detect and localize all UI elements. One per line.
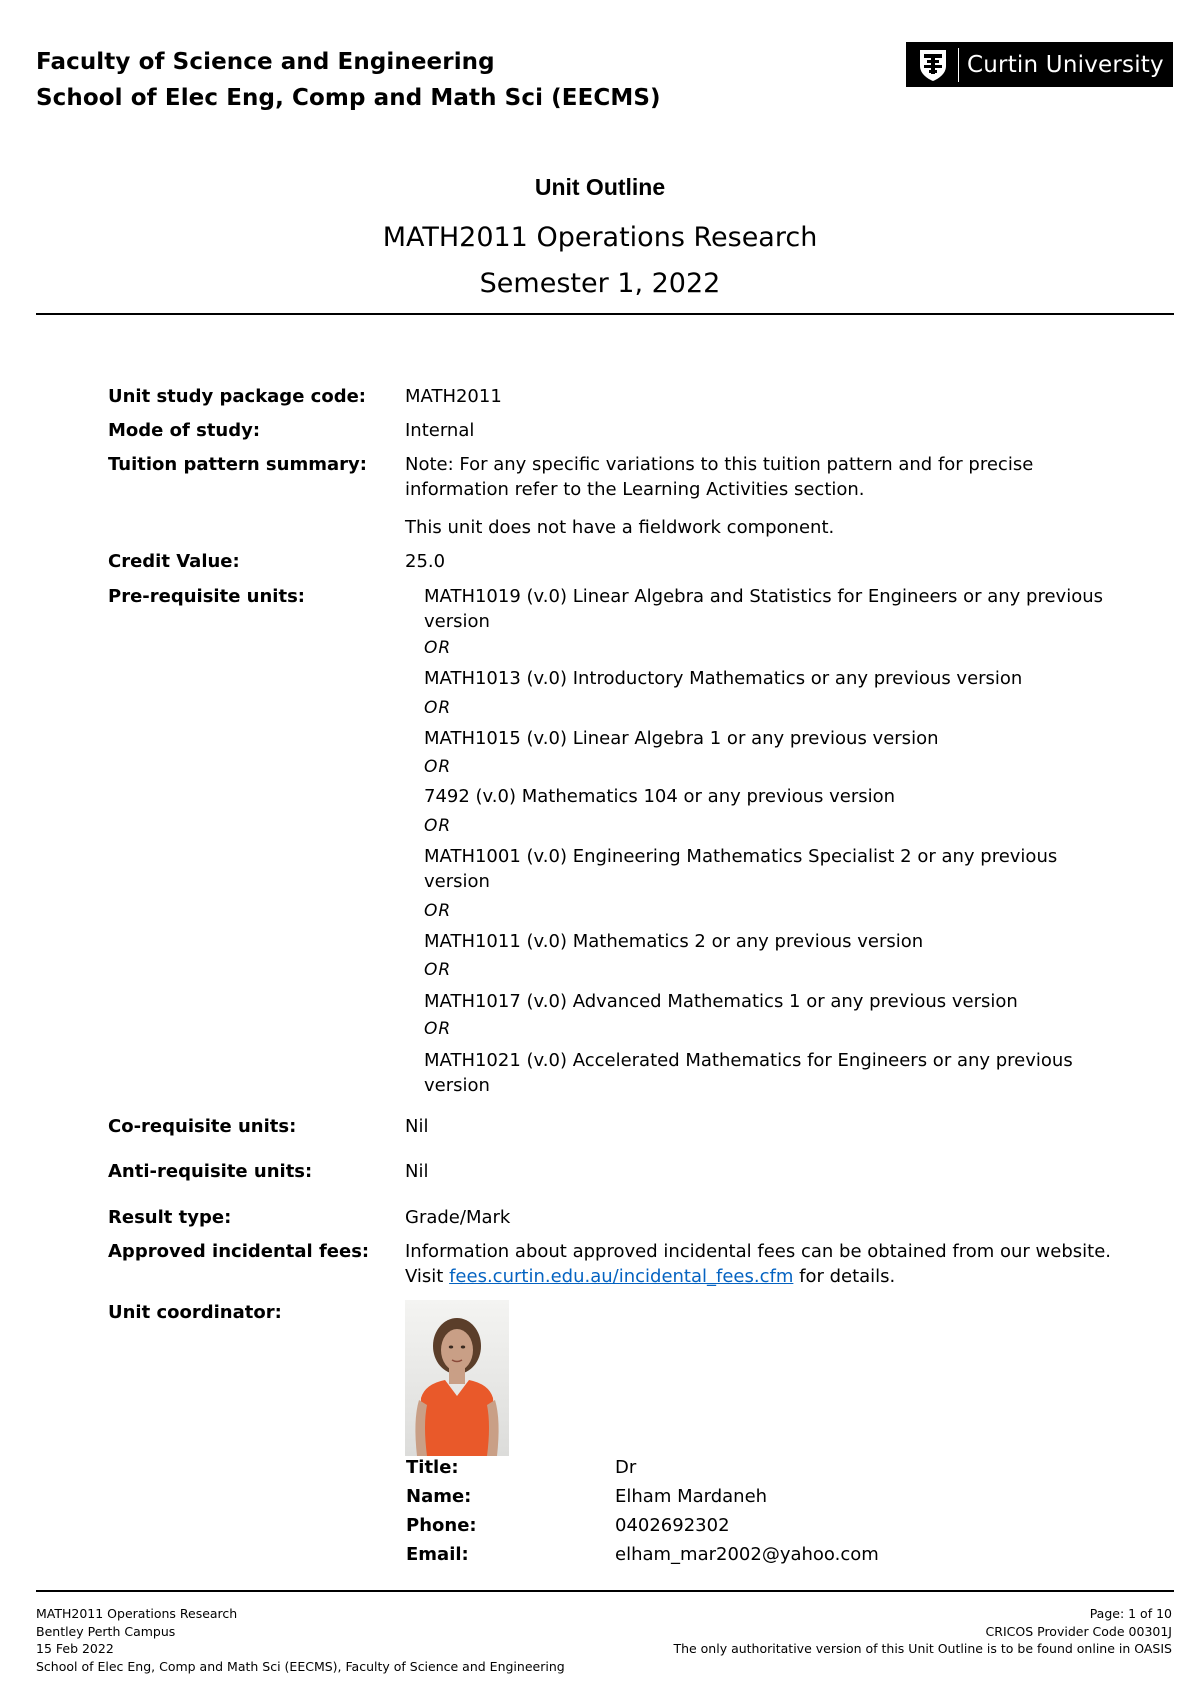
coordinator-name-value: Elham Mardaneh xyxy=(615,1486,768,1507)
or-separator: OR xyxy=(424,901,452,921)
or-separator: OR xyxy=(424,816,452,836)
coordinator-phone-value: 0402692302 xyxy=(615,1515,730,1536)
footer-cricos: CRICOS Provider Code 00301J xyxy=(985,1623,1172,1639)
prereq-line: MATH1017 (v.0) Advanced Mathematics 1 or any previous version xyxy=(424,991,1018,1012)
prereq-item xyxy=(424,989,1124,1014)
prereq-line: MATH1011 (v.0) Mathematics 2 or any previous version xyxy=(424,931,924,952)
credit-label: Credit Value: xyxy=(108,551,240,572)
logo-divider xyxy=(958,48,959,82)
antireq-value: Nil xyxy=(405,1161,429,1182)
prereq-item xyxy=(424,844,1124,894)
coordinator-title-label: Title: xyxy=(406,1457,459,1478)
fees-label: Approved incidental fees: xyxy=(108,1241,370,1262)
or-separator: OR xyxy=(424,757,452,777)
result-type-value: Grade/Mark xyxy=(405,1207,511,1228)
prereq-line: version xyxy=(424,611,490,632)
mode-label: Mode of study: xyxy=(108,420,261,441)
fees-link[interactable]: fees.curtin.edu.au/incidental_fees.cfm xyxy=(449,1266,794,1287)
mode-value: Internal xyxy=(405,420,475,441)
semester-title: Semester 1, 2022 xyxy=(479,268,721,299)
prereq-line: version xyxy=(424,871,490,892)
coordinator-label: Unit coordinator: xyxy=(108,1302,282,1323)
package-code-label: Unit study package code: xyxy=(108,386,366,407)
footer-divider xyxy=(36,1590,1174,1592)
prereq-line: version xyxy=(424,1075,490,1096)
prereq-item xyxy=(424,929,1124,954)
footer-school: School of Elec Eng, Comp and Math Sci (EECMS), Faculty of Science and Engineering xyxy=(36,1658,565,1674)
prereq-line: MATH1015 (v.0) Linear Algebra 1 or any previous version xyxy=(424,728,939,749)
coordinator-photo xyxy=(405,1300,509,1456)
unit-title: MATH2011 Operations Research xyxy=(382,222,818,253)
curtin-crest-icon xyxy=(914,46,952,84)
coordinator-phone-label: Phone: xyxy=(406,1515,477,1536)
prereq-item xyxy=(424,784,1124,809)
prereq-item xyxy=(424,666,1124,691)
tuition-note-line-1: Note: For any specific variations to this tuition pattern and for precise xyxy=(405,454,1034,475)
or-separator: OR xyxy=(424,698,452,718)
prereq-line: MATH1001 (v.0) Engineering Mathematics Specialist 2 or any previous xyxy=(424,846,1058,867)
fees-visit-word: Visit xyxy=(405,1266,444,1287)
fees-info xyxy=(405,1239,1125,1289)
or-separator: OR xyxy=(424,638,452,658)
prereq-line: MATH1021 (v.0) Accelerated Mathematics for Engineers or any previous xyxy=(424,1050,1073,1071)
footer-authoritative-note: The only authoritative version of this Unit Outline is to be found online in OASIS xyxy=(673,1641,1172,1656)
prereq-line: MATH1019 (v.0) Linear Algebra and Statistics for Engineers or any previous xyxy=(424,586,1103,607)
fees-visit-line xyxy=(405,1264,1125,1289)
prereq-line: 7492 (v.0) Mathematics 104 or any previous version xyxy=(424,786,896,807)
footer-left xyxy=(36,1605,565,1675)
top-divider xyxy=(36,313,1174,315)
credit-value: 25.0 xyxy=(405,551,446,572)
package-code-value: MATH2011 xyxy=(405,386,502,407)
fees-after-text: for details. xyxy=(799,1266,896,1287)
fieldwork-note: This unit does not have a fieldwork component. xyxy=(405,517,835,538)
footer-right xyxy=(673,1605,1172,1658)
prereq-item xyxy=(424,726,1124,751)
coordinator-name-label: Name: xyxy=(406,1486,472,1507)
or-separator: OR xyxy=(424,960,452,980)
school-name: School of Elec Eng, Comp and Math Sci (EECMS) xyxy=(36,85,661,111)
footer-unit: MATH2011 Operations Research xyxy=(36,1606,238,1621)
coordinator-email-value: elham_mar2002@yahoo.com xyxy=(615,1544,879,1565)
coreq-label: Co-requisite units: xyxy=(108,1116,297,1137)
fees-text: Information about approved incidental fees can be obtained from our website. xyxy=(405,1241,1111,1262)
prereq-item xyxy=(424,584,1124,634)
prereq-item xyxy=(424,1048,1124,1098)
curtin-logo xyxy=(906,42,1173,87)
logo-text: Curtin University xyxy=(967,51,1164,78)
document-heading: Unit Outline xyxy=(534,174,666,200)
tuition-note-line-2: information refer to the Learning Activities section. xyxy=(405,479,865,500)
coordinator-email-label: Email: xyxy=(406,1544,469,1565)
prereq-line: MATH1013 (v.0) Introductory Mathematics or any previous version xyxy=(424,668,1023,689)
or-separator: OR xyxy=(424,1019,452,1039)
footer-page-number: Page: 1 of 10 xyxy=(1089,1606,1172,1621)
faculty-header xyxy=(36,44,661,116)
result-type-label: Result type: xyxy=(108,1207,232,1228)
antireq-label: Anti-requisite units: xyxy=(108,1161,313,1182)
coordinator-title-value: Dr xyxy=(615,1457,637,1478)
footer-campus: Bentley Perth Campus xyxy=(36,1623,176,1639)
faculty-name: Faculty of Science and Engineering xyxy=(36,49,495,75)
prereq-label: Pre-requisite units: xyxy=(108,586,305,607)
coreq-value: Nil xyxy=(405,1116,429,1137)
tuition-label: Tuition pattern summary: xyxy=(108,454,367,475)
footer-date: 15 Feb 2022 xyxy=(36,1641,114,1656)
